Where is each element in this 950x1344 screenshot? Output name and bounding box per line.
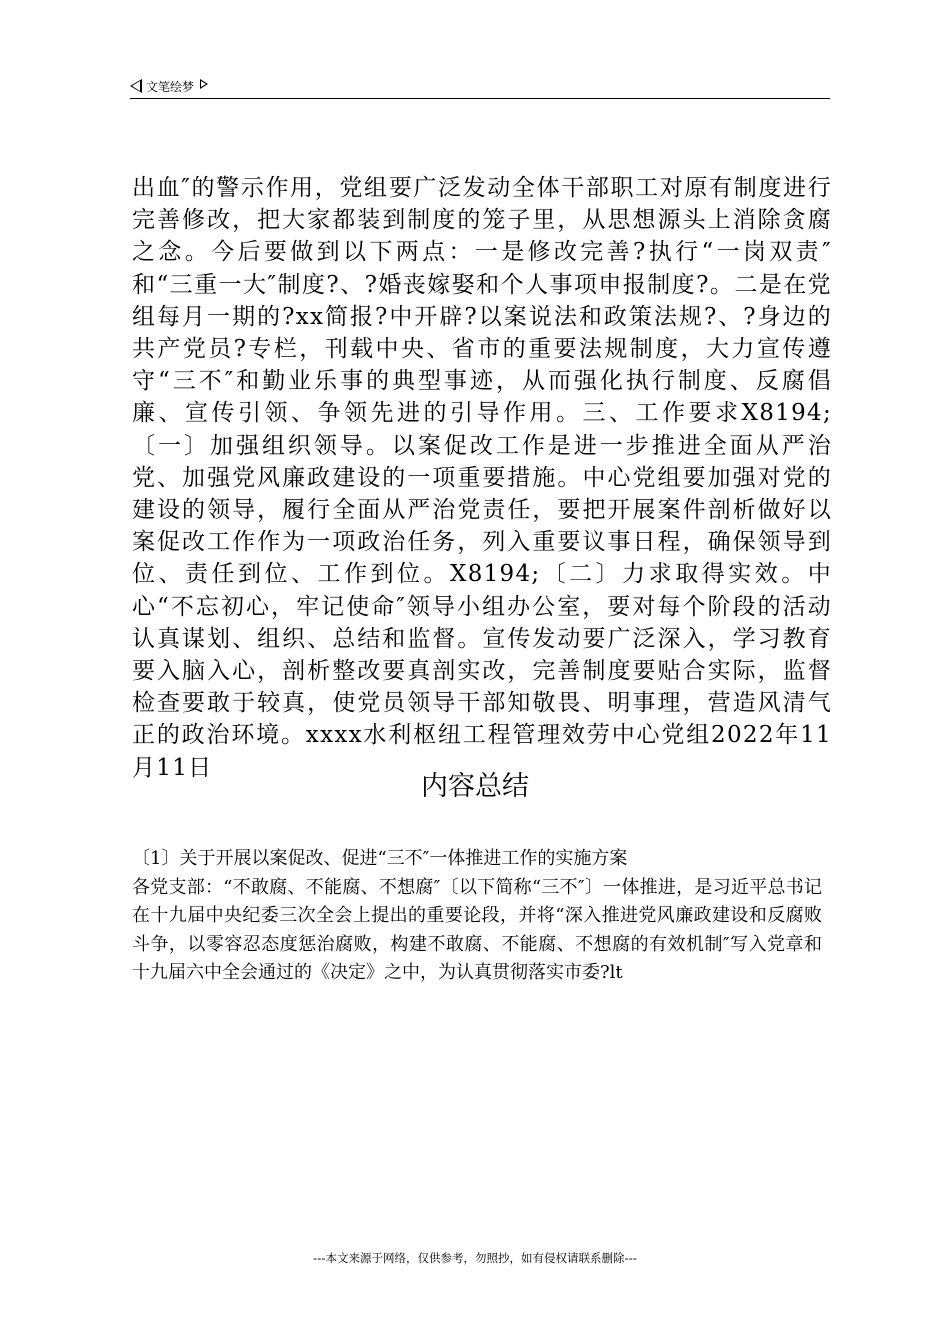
page-footer: ---本文来源于网络，仅供参考，勿照抄，如有侵权请联系删除--- (313, 1251, 637, 1265)
summary-line-2: 各党支部：“不敢腐、不能腐、不想腐″〔以下简称“三不″〕一体推进，是习近平总书记在十九届中央纪委三次全会上提出的重要论段，并将“深入推进党风廉政建设和反腐败斗争，以零容忍态度惩治腐败，构建不敢腐、不能腐、不想腐的有效机制″写入党章和十九届六中全会通过的《决定》之中，为认真贯彻落实市委?lt (132, 876, 822, 983)
page-header (130, 74, 830, 98)
summary-title: 内容总结 (421, 771, 529, 802)
summary-content (132, 845, 822, 988)
triangle-right-icon (200, 79, 208, 89)
triangle-left-icon (130, 79, 142, 93)
summary-line-1: 〔1〕关于开展以案促改、促进“三不″一体推进工作的实施方案 (132, 848, 628, 869)
header-divider (130, 98, 830, 99)
header-brand: 文笔绘梦 (146, 79, 195, 94)
main-paragraph: 出血″的警示作用，党组要广泛发动全体干部职工对原有制度进行完善修改，把大家都装到制度的笼子里，从思想源头上消除贪腐之念。今后要做到以下两点：一是修改完善?执行“一岗双责″和“三重一大″制度?、?婚丧嫁娶和个人事项申报制度?。二是在党组每月一期的?xx简报?中开辟?以案说法和政策法规?、?身边的共产党员?专栏，刊载中央、省市的重要法规制度，大力宣传遵守“三不″和勤业乐事的典型事迹，从而强化执行制度、反腐倡廉、宣传引领、争领先进的引导作用。三、工作要求X8194;〔一〕加强组织领导。以案促改工作是进一步推进全面从严治党、加强党风廉政建设的一项重要措施。中心党组要加强对党的建设的领导，履行全面从严治党责任，要把开展案件剖析做好以案促改工作作为一项政治任务，列入重要议事日程，确保领导到位、责任到位、工作到位。X8194;〔二〕力求取得实效。中心“不忘初心，牢记使命″领导小组办公室，要对每个阶段的活动认真谋划、组织、总结和监督。宣传发动要广泛深入，学习教育要入脑入心，剖析整改要真剖实改，完善制度要贴合实际，监督检查要敢于较真，使党员领导干部知敬畏、明事理，营造风清气正的政治环境。xxxx水利枢纽工程管理效劳中心党组2022年11月11日 (132, 175, 832, 781)
